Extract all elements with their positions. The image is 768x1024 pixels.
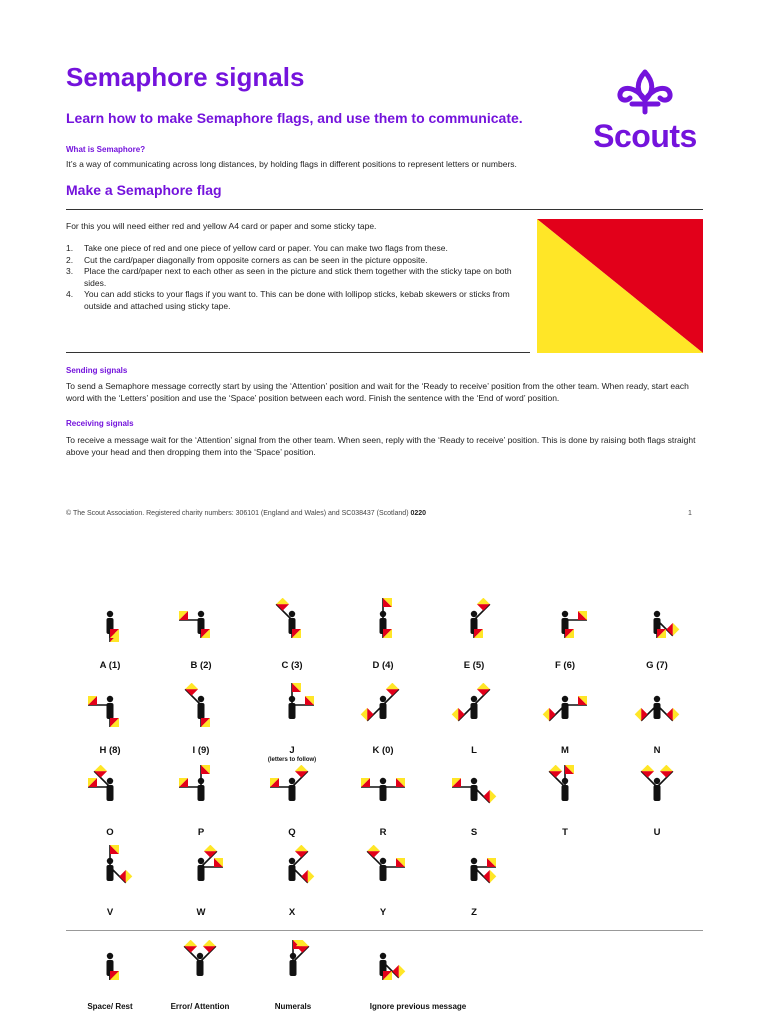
person-head bbox=[107, 611, 113, 617]
semaphore-figure bbox=[171, 598, 231, 658]
flag-red bbox=[666, 708, 672, 721]
flag-yellow bbox=[660, 765, 673, 771]
flag-red bbox=[549, 708, 555, 721]
flag-red bbox=[295, 851, 308, 857]
flag-yellow bbox=[477, 683, 490, 689]
semaphore-special-figure bbox=[80, 940, 140, 1000]
semaphore-letter-label: S bbox=[470, 827, 478, 838]
footer-code: 0220 bbox=[410, 510, 427, 517]
step-text: Cut the card/paper diagonally from opposite corners as can be seen in the picture opposite. bbox=[84, 254, 428, 265]
person-head bbox=[198, 696, 204, 702]
semaphore-letter-label: A (1) bbox=[99, 660, 121, 671]
person-head bbox=[471, 778, 477, 784]
semaphore-figure bbox=[627, 765, 687, 825]
person-head bbox=[471, 858, 477, 864]
person-body bbox=[654, 785, 661, 801]
person-head bbox=[471, 696, 477, 702]
semaphore-letter-label: E (5) bbox=[463, 660, 485, 671]
semaphore-figure bbox=[80, 765, 140, 825]
person-head bbox=[654, 696, 660, 702]
semaphore-special-label: Numerals bbox=[274, 1002, 312, 1011]
receiving-text: To receive a message wait for the ‘Attention’ signal from the other team. When seen, reply with the ‘Ready to receive’ position. This is done by raising both flags straight above your head and then dropping them into the ‘Space’ position. bbox=[66, 435, 696, 457]
semaphore-letter-label: V bbox=[106, 907, 114, 918]
semaphore-figure bbox=[262, 598, 322, 658]
chart-divider bbox=[66, 930, 703, 931]
semaphore-figure bbox=[262, 765, 322, 825]
flag-red bbox=[386, 689, 399, 695]
semaphore-letter-label: Y bbox=[379, 907, 387, 918]
fleur-de-lis-icon bbox=[586, 66, 704, 116]
step-item bbox=[66, 243, 516, 255]
semaphore-figure bbox=[353, 845, 413, 905]
semaphore-letter-label: M bbox=[561, 745, 569, 756]
flag-red bbox=[204, 851, 217, 857]
footer-text: © The Scout Association. Registered charity numbers: 306101 (England and Wales) and SC038437 (Scotland) bbox=[66, 510, 409, 517]
semaphore-letter-label: I (9) bbox=[192, 745, 210, 756]
flag-red bbox=[660, 771, 673, 777]
person-head bbox=[562, 611, 568, 617]
what-text: It’s a way of communicating across long distances, by holding flags in different positions to represent letters or numbers. bbox=[66, 159, 517, 169]
semaphore-letter-label: R bbox=[379, 827, 387, 838]
step-item bbox=[66, 266, 516, 289]
person-head bbox=[289, 611, 295, 617]
flag-yellow bbox=[204, 845, 217, 851]
semaphore-letter-label: J bbox=[289, 745, 295, 756]
footer bbox=[66, 510, 426, 517]
flag-red bbox=[641, 708, 647, 721]
semaphore-figure bbox=[535, 683, 595, 743]
flag-yellow bbox=[543, 708, 549, 721]
semaphore-figure bbox=[171, 683, 231, 743]
person-head bbox=[380, 858, 386, 864]
person-head bbox=[107, 953, 113, 959]
flag-red bbox=[367, 851, 380, 857]
section-rule bbox=[66, 209, 703, 210]
flag-red bbox=[296, 946, 309, 952]
flag-yellow bbox=[295, 845, 308, 851]
flag-red bbox=[301, 870, 307, 883]
semaphore-figure bbox=[80, 845, 140, 905]
semaphore-figure bbox=[171, 845, 231, 905]
step-number: 4. bbox=[66, 289, 74, 299]
flag-red bbox=[392, 965, 398, 978]
step-number: 1. bbox=[66, 243, 74, 253]
semaphore-figure bbox=[171, 765, 231, 825]
semaphore-chart bbox=[0, 590, 768, 1024]
flag-red bbox=[367, 708, 373, 721]
flag-red bbox=[483, 870, 489, 883]
semaphore-letter-label: W bbox=[196, 907, 206, 918]
person-head bbox=[289, 778, 295, 784]
flag-red bbox=[458, 708, 464, 721]
flag-red bbox=[549, 771, 562, 777]
flag-yellow bbox=[361, 708, 367, 721]
sending-text: To send a Semaphore message correctly start by using the ‘Attention’ position and wait for the ‘Ready to receive’ position from the other team. When ready, start each word with the ‘Letters’ position and use the ‘Space’ position between each word. Finish the sentence with the ‘End of word’ position. bbox=[66, 381, 689, 403]
receiving-heading: Receiving signals bbox=[66, 419, 134, 428]
page-subtitle: Learn how to make Semaphore flags, and use them to communicate. bbox=[66, 110, 523, 126]
person-head bbox=[380, 696, 386, 702]
semaphore-letter-label: Z bbox=[471, 907, 477, 918]
semaphore-special-figure bbox=[353, 940, 413, 1000]
step-item bbox=[66, 289, 516, 312]
semaphore-figure bbox=[627, 683, 687, 743]
semaphore-figure bbox=[353, 683, 413, 743]
semaphore-letter-label: X bbox=[288, 907, 296, 918]
semaphore-figure bbox=[80, 598, 140, 658]
semaphore-letter-label: P bbox=[197, 827, 205, 838]
person-head bbox=[107, 696, 113, 702]
semaphore-special-figure bbox=[170, 940, 230, 1000]
flag-yellow bbox=[635, 708, 641, 721]
flag-yellow bbox=[126, 870, 132, 883]
flag-yellow bbox=[549, 765, 562, 771]
flag-yellow bbox=[185, 683, 198, 689]
flag-red bbox=[666, 623, 672, 636]
flag-red bbox=[295, 771, 308, 777]
semaphore-letter-label: C (3) bbox=[281, 660, 303, 671]
person-body bbox=[290, 960, 297, 976]
step-text: Take one piece of red and one piece of yellow card or paper. You can make two flags from these. bbox=[84, 243, 448, 253]
flag-yellow bbox=[490, 870, 496, 883]
person-head bbox=[198, 858, 204, 864]
semaphore-figure bbox=[262, 845, 322, 905]
person-body bbox=[562, 785, 569, 801]
semaphore-figure bbox=[262, 683, 322, 743]
semaphore-special-figure bbox=[263, 940, 323, 1000]
semaphore-letter-label: L bbox=[471, 745, 477, 756]
flag-red bbox=[94, 771, 107, 777]
flag-red bbox=[185, 689, 198, 695]
semaphore-letter-label: Q bbox=[288, 827, 296, 838]
semaphore-letter-label: G (7) bbox=[646, 660, 668, 671]
semaphore-figure bbox=[353, 765, 413, 825]
make-heading: Make a Semaphore flag bbox=[66, 182, 222, 198]
person-head bbox=[289, 858, 295, 864]
person-body bbox=[197, 960, 204, 976]
semaphore-letter-label: T bbox=[562, 827, 568, 838]
flag-red bbox=[477, 604, 490, 610]
step-number: 3. bbox=[66, 266, 74, 276]
flag-red bbox=[641, 771, 654, 777]
flag-yellow bbox=[673, 623, 679, 636]
person-head bbox=[197, 953, 203, 959]
flag-yellow bbox=[673, 708, 679, 721]
flag-yellow bbox=[308, 870, 314, 883]
flag-yellow bbox=[367, 845, 380, 851]
page-title: Semaphore signals bbox=[66, 62, 305, 92]
flag-red bbox=[276, 604, 289, 610]
semaphore-figure bbox=[627, 598, 687, 658]
semaphore-figure bbox=[444, 598, 504, 658]
make-intro: For this you will need either red and yellow A4 card or paper and some sticky tape. bbox=[66, 221, 377, 231]
step-text: You can add sticks to your flags if you want to. This can be done with lollipop sticks, kebab skewers or sticks from outside and attached using sticky tape. bbox=[84, 289, 510, 311]
semaphore-letter-label: N bbox=[653, 745, 661, 756]
semaphore-letter-label: D (4) bbox=[372, 660, 394, 671]
semaphore-special-label: Error/ Attention bbox=[170, 1002, 230, 1011]
page-number: 1 bbox=[688, 510, 692, 517]
flag-yellow bbox=[386, 683, 399, 689]
sending-heading: Sending signals bbox=[66, 366, 128, 375]
flag-yellow bbox=[276, 598, 289, 604]
semaphore-letter-note: (letters to follow) bbox=[267, 757, 317, 763]
person-head bbox=[471, 611, 477, 617]
person-head bbox=[654, 611, 660, 617]
step-item bbox=[66, 255, 516, 267]
flag-yellow bbox=[295, 765, 308, 771]
person-head bbox=[380, 953, 386, 959]
semaphore-special-label: Space/ Rest bbox=[87, 1002, 133, 1011]
steps-list bbox=[66, 243, 516, 312]
flag-red bbox=[203, 946, 216, 952]
step-text: Place the card/paper next to each other as seen in the picture and stick them together with the sticky tape on both sides. bbox=[84, 266, 512, 288]
semaphore-figure bbox=[353, 598, 413, 658]
person-head bbox=[198, 611, 204, 617]
flag-red bbox=[184, 946, 197, 952]
semaphore-figure bbox=[535, 765, 595, 825]
semaphore-figure bbox=[444, 845, 504, 905]
semaphore-letter-label: F (6) bbox=[554, 660, 576, 671]
flag-yellow bbox=[490, 790, 496, 803]
flag-red bbox=[477, 689, 490, 695]
person-head bbox=[654, 778, 660, 784]
semaphore-letter-label: H (8) bbox=[99, 745, 121, 756]
person-head bbox=[380, 778, 386, 784]
semaphore-letter-label: K (0) bbox=[372, 745, 394, 756]
semaphore-letter-label: U bbox=[653, 827, 661, 838]
flag-red bbox=[483, 790, 489, 803]
what-heading: What is Semaphore? bbox=[66, 145, 146, 154]
flag-yellow bbox=[477, 598, 490, 604]
flag-yellow bbox=[452, 708, 458, 721]
flag-red bbox=[119, 870, 125, 883]
semaphore-figure bbox=[535, 598, 595, 658]
semaphore-flag-image bbox=[537, 219, 703, 353]
semaphore-figure bbox=[80, 683, 140, 743]
scouts-logo bbox=[586, 66, 704, 158]
flag-yellow bbox=[641, 765, 654, 771]
scouts-logo-text: Scouts bbox=[593, 118, 697, 154]
semaphore-figure bbox=[444, 765, 504, 825]
semaphore-figure bbox=[444, 683, 504, 743]
person-head bbox=[562, 696, 568, 702]
section-rule bbox=[66, 352, 530, 353]
step-number: 2. bbox=[66, 254, 74, 265]
flag-yellow bbox=[203, 940, 216, 946]
semaphore-letter-label: B (2) bbox=[190, 660, 212, 671]
flag-yellow bbox=[399, 965, 405, 978]
flag-yellow bbox=[94, 765, 107, 771]
semaphore-special-label: Ignore previous message bbox=[369, 1002, 467, 1011]
flag-yellow bbox=[184, 940, 197, 946]
person-head bbox=[107, 778, 113, 784]
semaphore-letter-label: O bbox=[106, 827, 114, 838]
